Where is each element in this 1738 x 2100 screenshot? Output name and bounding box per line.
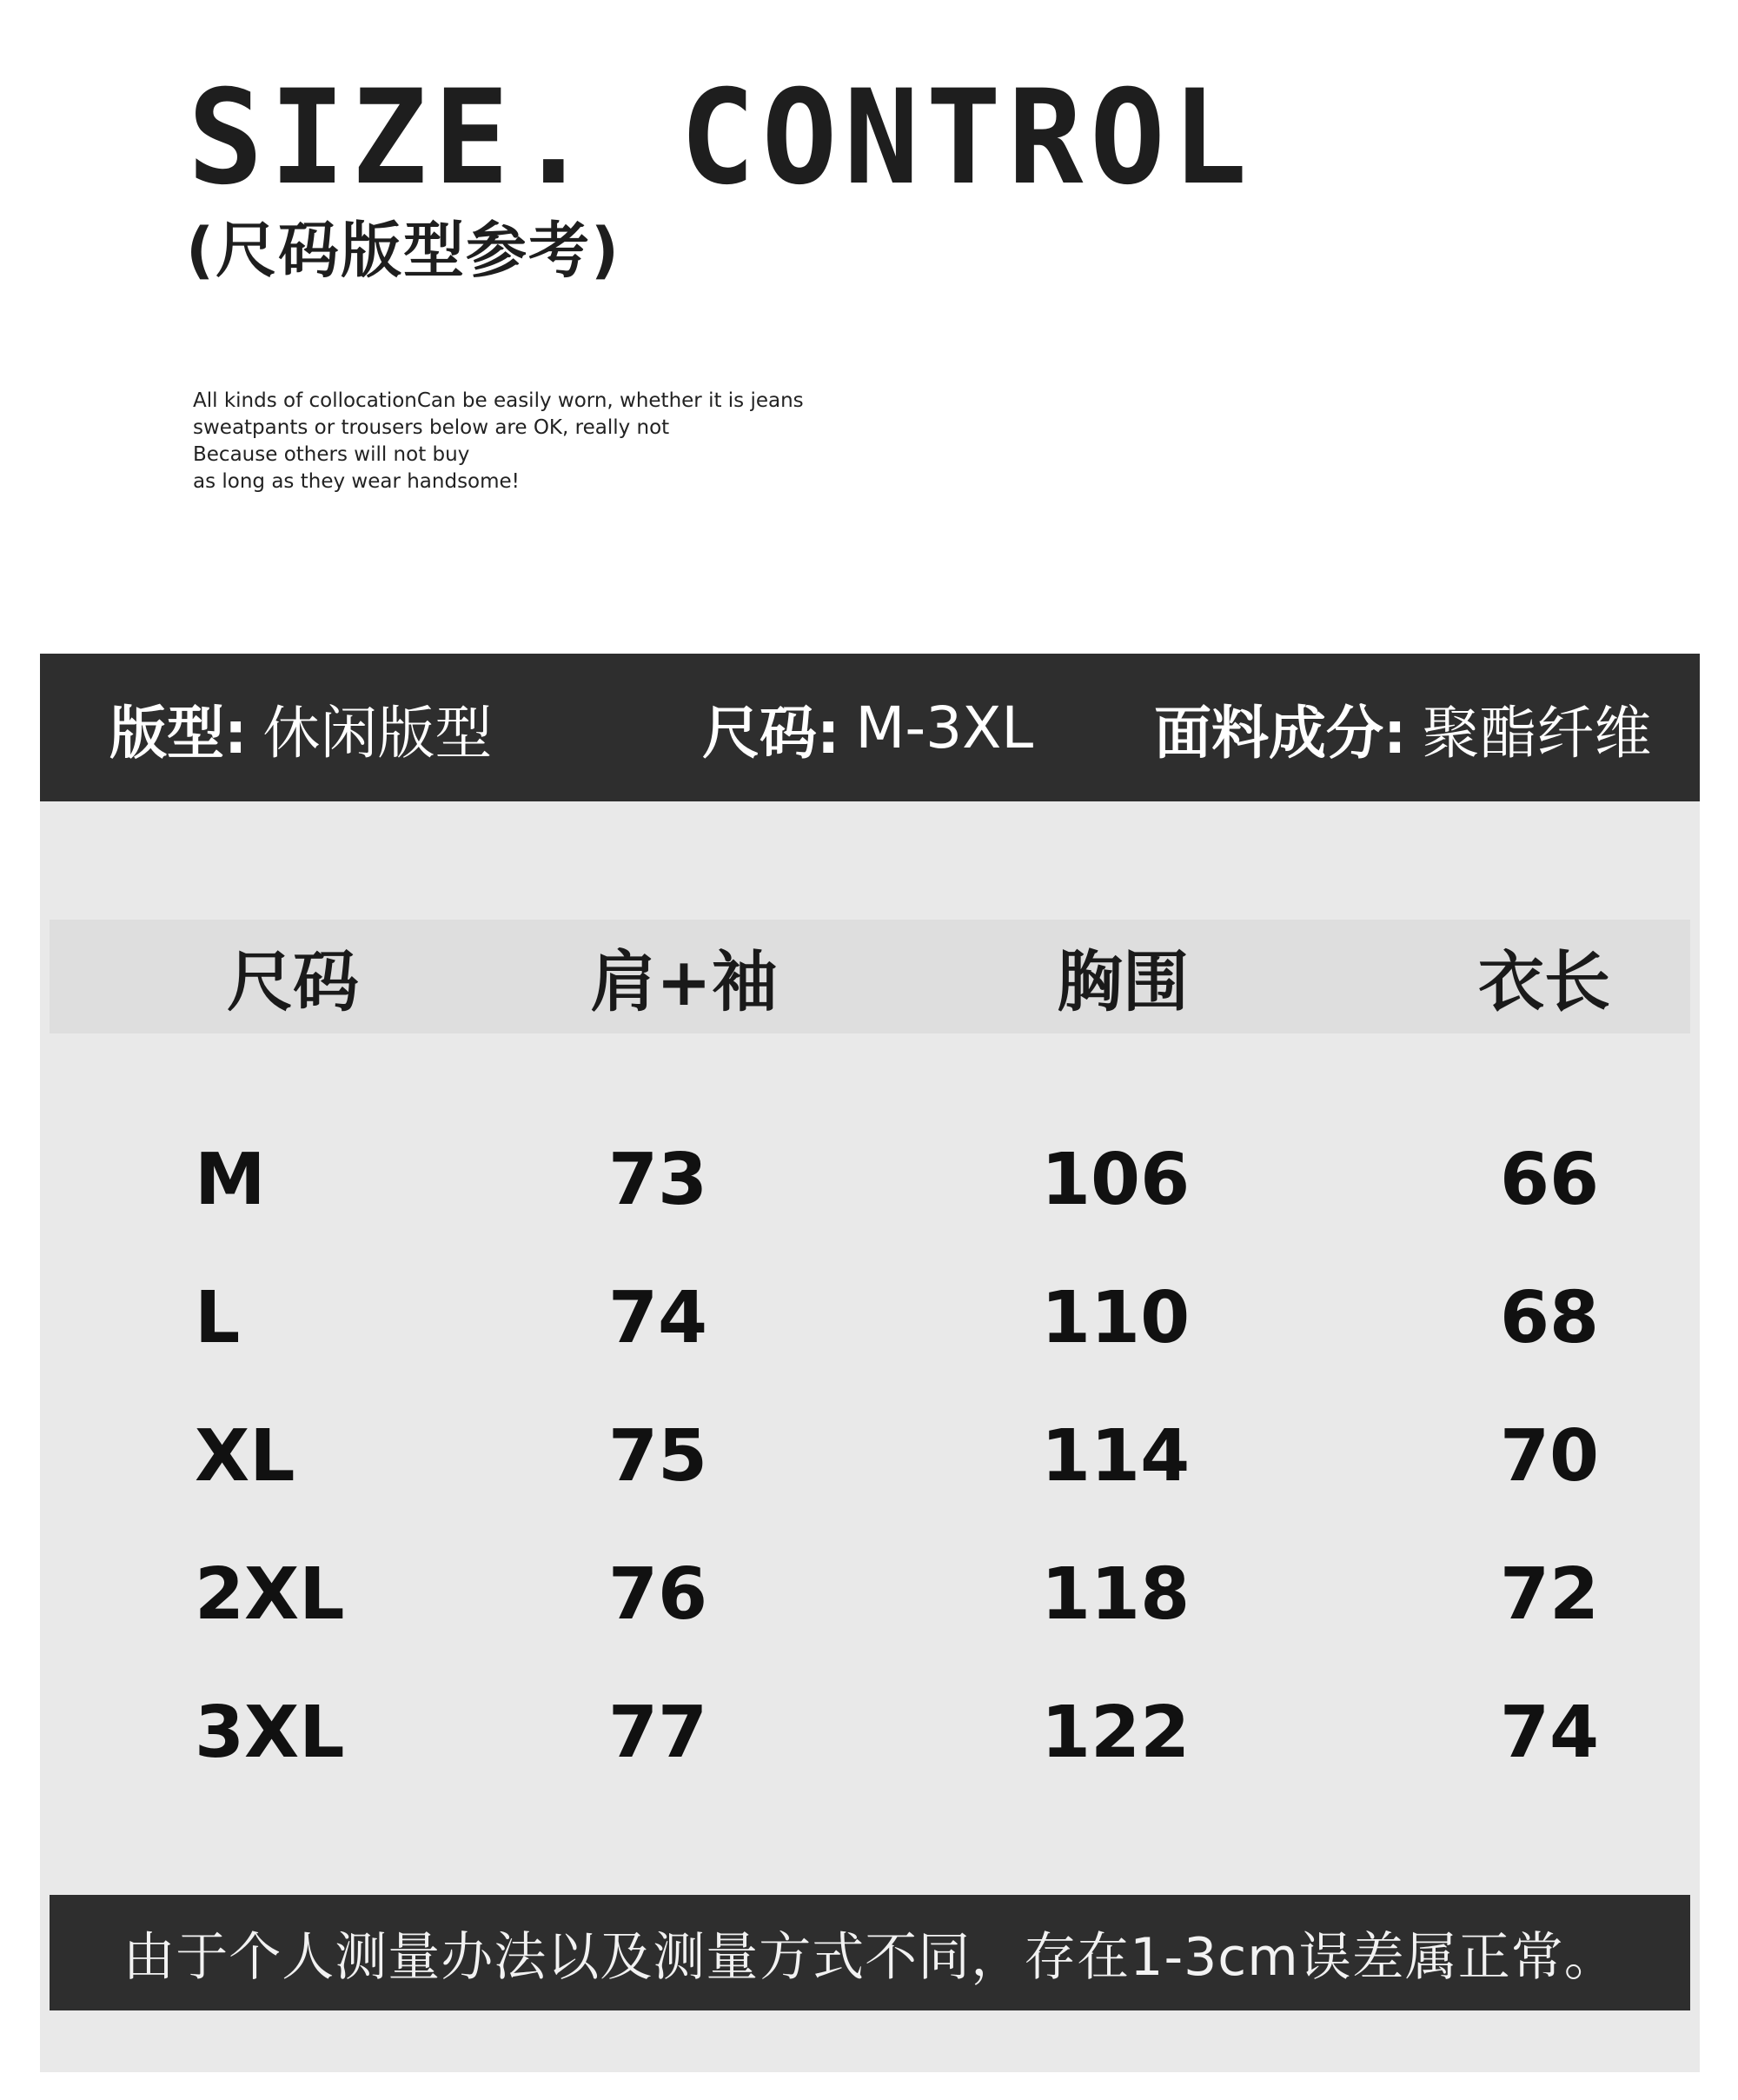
spec-fabric-label: 面料成分: — [1154, 699, 1407, 767]
cell-length: 72 — [1500, 1553, 1600, 1636]
header-chest: 胸围 — [1057, 943, 1189, 1020]
cell-length: 66 — [1500, 1139, 1600, 1221]
intro-line: All kinds of collocationCan be easily worn, whether it is jeans — [193, 389, 804, 412]
cell-shoulder-sleeve: 74 — [608, 1277, 708, 1359]
cell-chest: 110 — [1041, 1277, 1191, 1359]
table-header-row — [50, 920, 1690, 1033]
spec-size-label: 尺码: — [702, 699, 840, 767]
page-title: SIZE. CONTROL — [188, 63, 1254, 214]
header-length: 衣长 — [1478, 943, 1610, 1020]
header-shoulder-sleeve: 肩+袖 — [590, 943, 778, 1020]
cell-size: M — [195, 1139, 266, 1221]
spec-fabric — [1154, 654, 1651, 801]
cell-shoulder-sleeve: 77 — [608, 1691, 708, 1774]
cell-chest: 106 — [1041, 1139, 1191, 1221]
cell-length: 74 — [1500, 1691, 1600, 1774]
cell-chest: 122 — [1041, 1691, 1191, 1774]
cell-length: 70 — [1500, 1415, 1600, 1498]
intro-line: as long as they wear handsome! — [193, 470, 520, 493]
intro-line: sweatpants or trousers below are OK, really not — [193, 416, 670, 439]
cell-chest: 114 — [1041, 1415, 1191, 1498]
cell-shoulder-sleeve: 75 — [608, 1415, 708, 1498]
cell-size: 2XL — [195, 1553, 345, 1636]
cell-length: 68 — [1500, 1277, 1600, 1359]
spec-fit-label: 版型: — [109, 699, 248, 767]
intro-line: Because others will not buy — [193, 443, 470, 466]
cell-shoulder-sleeve: 73 — [608, 1139, 708, 1221]
spec-size-value: M-3XL — [855, 694, 1034, 761]
spec-fit-value: 休闲版型 — [262, 699, 493, 767]
spec-size — [702, 654, 1033, 801]
intro-text — [193, 388, 1062, 495]
header-size: 尺码 — [227, 943, 359, 1020]
spec-bar — [40, 654, 1700, 801]
size-panel — [40, 654, 1700, 2072]
cell-chest: 118 — [1041, 1553, 1191, 1636]
measurement-note: 由于个人测量办法以及测量方式不同，存在1-3cm误差属正常。 — [123, 1926, 1617, 1988]
cell-size: XL — [195, 1415, 295, 1498]
page-subtitle: (尺码版型参考) — [186, 215, 620, 286]
measurement-note-bar — [50, 1895, 1690, 2010]
cell-size: L — [195, 1277, 241, 1359]
spec-fabric-value: 聚酯纤维 — [1422, 699, 1652, 767]
cell-shoulder-sleeve: 76 — [608, 1553, 708, 1636]
cell-size: 3XL — [195, 1691, 345, 1774]
spec-fit — [109, 654, 492, 801]
